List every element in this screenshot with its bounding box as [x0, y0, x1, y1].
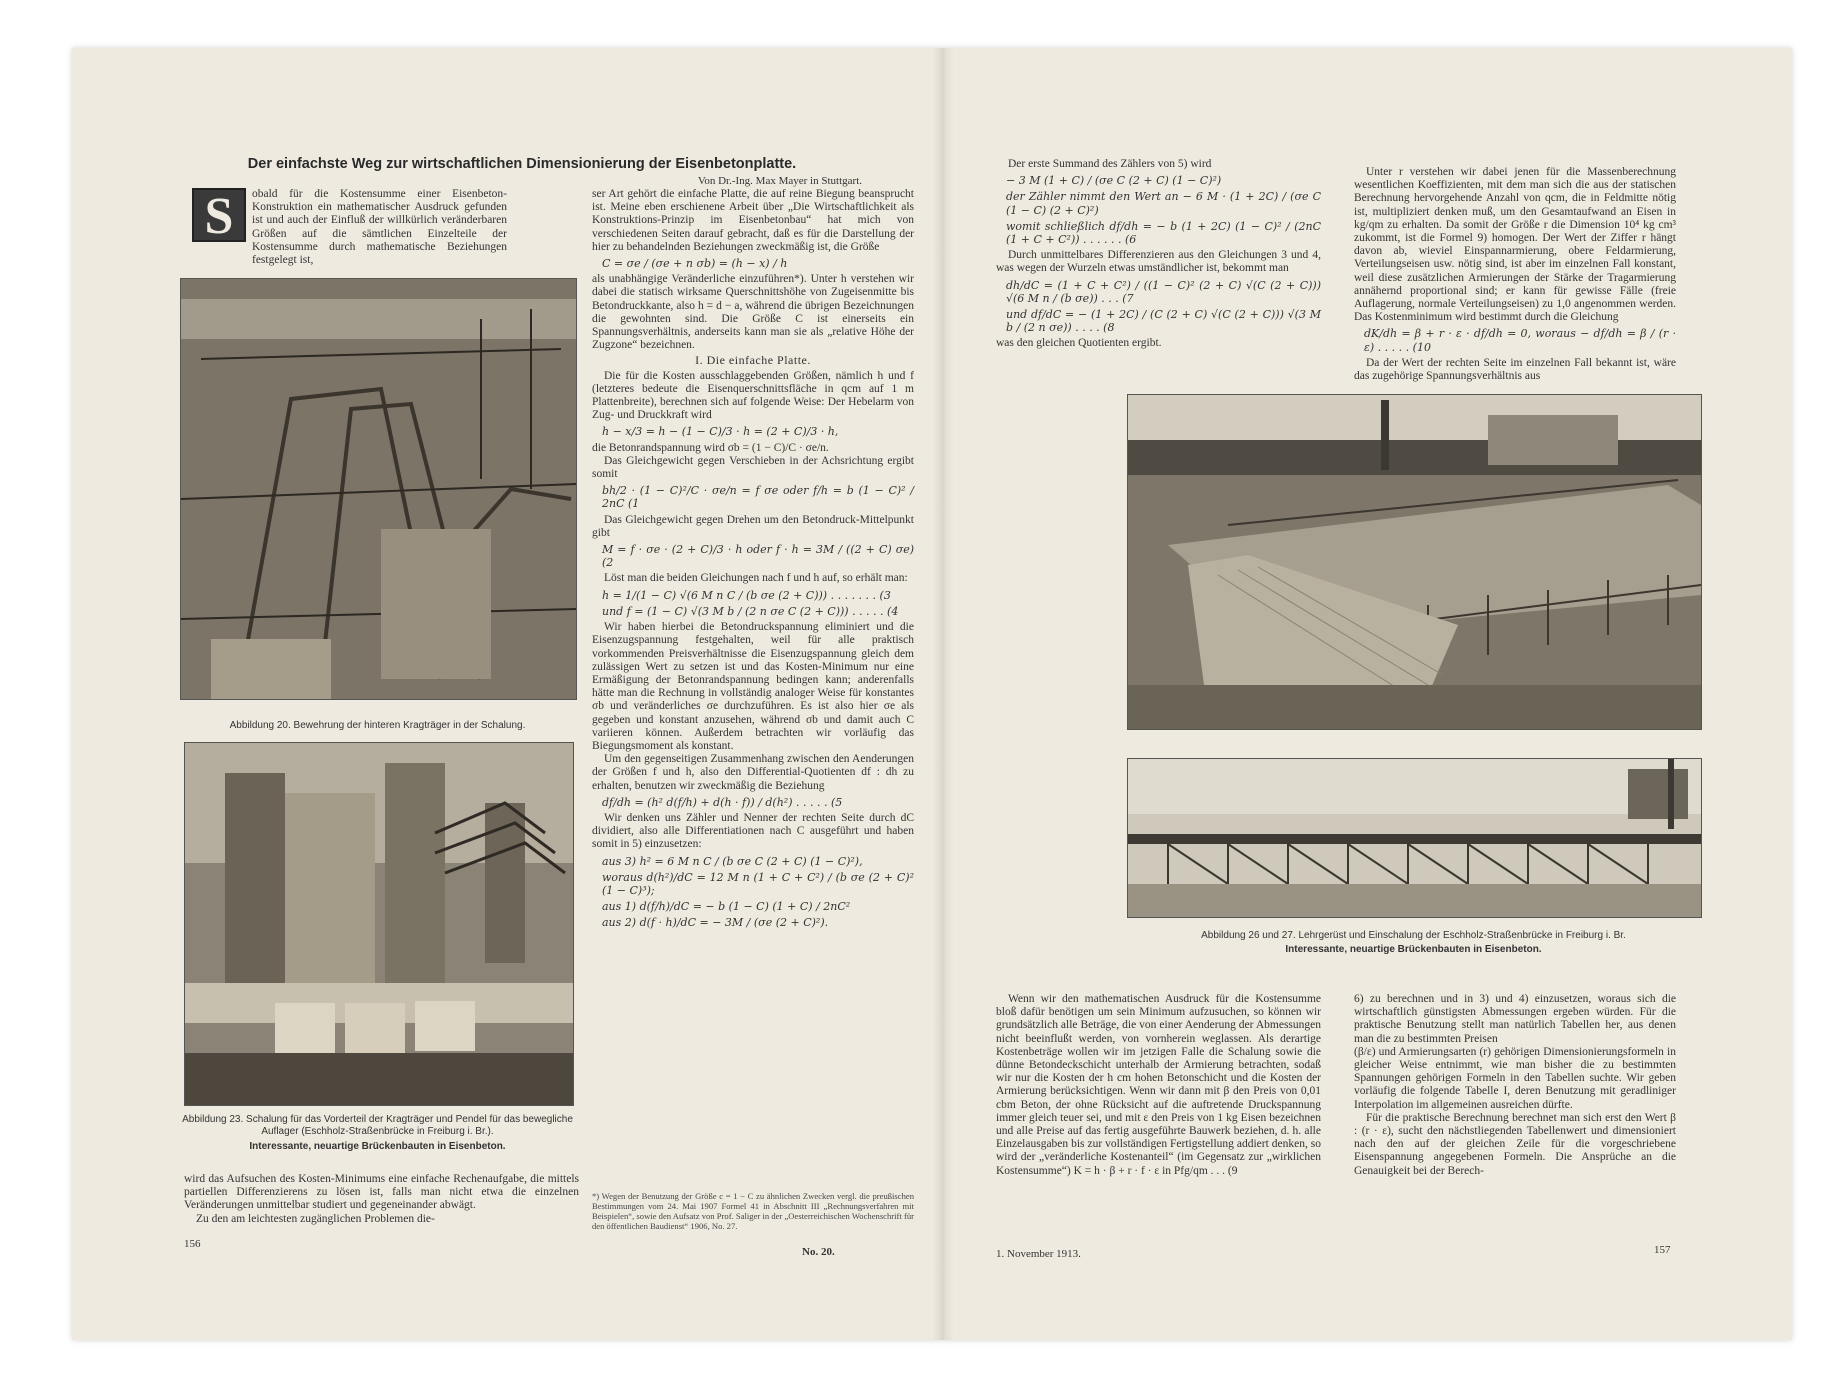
photo-fig20-image: [181, 279, 576, 699]
left-col2: [592, 188, 914, 933]
equation-aus-3: aus 3) h² = 6 M n C / (b σe C (2 + C) (1 − C)²),: [602, 854, 863, 868]
left-col1-intro: [252, 188, 507, 267]
col2-paragraph: die Betonrandspannung wird σb = (1 − C)/C · σe/n.: [592, 441, 829, 454]
equation-numerator: der Zähler nimmt den Wert an − 6 M · (1 + 2C) / (σe C (1 − C) (2 + C)²): [1006, 190, 1321, 217]
photo-fig23-image: [185, 743, 573, 1105]
col2-paragraph: Wir haben hierbei die Betondruckspannung eliminiert und die Eisenzugspannung festgehalten, weil für alle praktisch vorkommenden Preisverhältnisse die Eisenzugspannung gleich dem zulässigen Wert zu setzen ist und das Kosten-Minimum nur eine Ermäßigung der Betonrandspannung bedingen kann; anderenfalls hätte man die Rechnung in vollständig analoger Weise für konstantes σb und veränderliches σe durchzuführen. Es ist also hier σe als gegeben und konstant anzusehen, während σb und damit auch C variieren können. Außerdem betrachten wir vorläufig das Biegungsmoment als konstant.: [592, 621, 914, 752]
col2-paragraph: Wir denken uns Zähler und Nenner der rechten Seite durch dC dividiert, also alle Differentiationen nach C ausgeführt und haben somit in 5) einzusetzen:: [592, 811, 914, 851]
right-col2: [1354, 166, 1676, 383]
right-col4-paragraph: 6) zu berechnen und in 3) und 4) einzusetzen, woraus sich die wirtschaftlich günstigsten Abmessungen ergeben würden. Für die praktische Benutzung stellt man natürlich Tabellen her, aus denen man die zu bestimmten Preisen: [1354, 993, 1676, 1045]
caption-fig20: Abbildung 20. Bewehrung der hinteren Kragträger in der Schalung.: [229, 720, 526, 731]
photo-fig20: [180, 278, 577, 700]
right-col3-paragraph: Wenn wir den mathematischen Ausdruck für die Kostensumme bloß dafür benötigen um sein Minimum aufzusuchen, so können wir grundsätzlich alle Beträge, die von einer Aenderung der Abmessungen nicht beeinflußt werden, von vornherein weglassen. Als derartige Kostenbeträge wollen wir im jetzigen Falle die Schalung sowie die dünne Betondeckschicht unterhalb der Armierung betrachten, sodaß wir nur die Kosten der h cm hohen Betonschicht und die Kosten der Armierung berücksichtigen. Wenn wir dann mit β den Preis von 0,01 cbm Beton, der ohne Rücksicht auf die auftretende Druckspannung immer gleich teuer sei, und mit ε den Preis von 1 kg Eisen bezeichnen und alle Preise auf das fertig ausgeführte Bauwerk beziehen, d. h. alle Einzelausgaben bis zur vollständigen Fertigstellung addiert denken, so wird der „veränderliche Kostenanteil“ (im Gegensatz zur „wirklichen Kostensumme“) K = h · β + r · f · ε in Pfg/qm . . . (9: [996, 993, 1321, 1177]
left-col1-bottom: [184, 1173, 579, 1226]
caption-fig26-27-text: Abbildung 26 und 27. Lehrgerüst und Einschalung der Eschholz-Straßenbrücke in Freiburg i. Br.: [1201, 930, 1626, 941]
right-col1-paragraph: Durch unmittelbares Differenzieren aus den Gleichungen 3 und 4, was wegen der Wurzeln etwas umständlicher ist, bekommt man: [996, 249, 1321, 275]
equation-5: df/dh = (h² d(f/h) + d(h · f)) / d(h²) . . . . . (5: [602, 795, 843, 809]
article-title: Der einfachste Weg zur wirtschaftlichen Dimensionierung der Eisenbetonplatte.: [247, 156, 797, 172]
page-number-right: 157: [1654, 1244, 1671, 1256]
col2-paragraph: Die für die Kosten ausschlaggebenden Größen, nämlich h und f (letzteres bedeute die Eisenquerschnittsfläche in qcm auf 1 m Plattenbreite), berechnen sich auf folgende Weise: Der Hebelarm von Zug- und Druckkraft wird: [592, 369, 914, 422]
equation-3: h = 1/(1 − C) √(6 M n C / (b σe (2 + C))) . . . . . . . (3: [602, 588, 891, 602]
right-col4: [1354, 993, 1676, 1178]
right-col1-paragraph: was den gleichen Quotienten ergibt.: [996, 337, 1162, 350]
equation-2: M = f · σe · (2 + C)/3 · h oder f · h = 3M / ((2 + C) σe) (2: [602, 543, 914, 570]
right-col2-paragraph: Da der Wert der rechten Seite im einzelnen Fall bekannt ist, wäre das zugehörige Spannungsverhältnis aus: [1354, 356, 1676, 383]
right-col1: [996, 158, 1321, 351]
footnote: *) Wegen der Benutzung der Größe c = 1 − C zu ähnlichen Zwecken vergl. die preußischen Bestimmungen vom 24. Mai 1907 Formel 41 in Abschnitt III „Rechnungsverfahren mit Beispielen“, sowie den Aufsatz von Prof. Saliger in der „Oesterreichischen Wochenschrift für den öffentlichen Baudienst“ 1906, No. 27.: [592, 1191, 914, 1231]
equation-1: bh/2 · (1 − C)²/C · σe/n = f σe oder f/h = b (1 − C)² / 2nC (1: [602, 484, 914, 511]
col2-paragraph: Das Gleichgewicht gegen Verschieben in der Achsrichtung ergibt somit: [592, 454, 914, 481]
right-col1-paragraph: Der erste Summand des Zählers von 5) wird: [1008, 158, 1212, 170]
col2-paragraph: Das Gleichgewicht gegen Drehen um den Betondruck-Mittelpunkt gibt: [592, 513, 914, 539]
col2-paragraph: Löst man die beiden Gleichungen nach f und h auf, so erhält man:: [604, 572, 908, 585]
equation-first-summand: − 3 M (1 + C) / (σe C (2 + C) (1 − C)²): [1006, 174, 1222, 188]
section-heading: I. Die einfache Platte.: [695, 353, 811, 368]
issue-number: No. 20.: [802, 1246, 835, 1258]
right-col4-paragraph: Für die praktische Berechnung berechnet man sich erst den Wert β : (r · ε), sucht den nächstliegenden Tabellenwert und dimensioniert nach den auf der gleichen Zeile für die vorgeschriebene Eisenspannung angegebenen Formeln. Die Ansprüche an die Genauigkeit bei der Berech-: [1354, 1111, 1676, 1177]
equation-6: womit schließlich df/dh = − b (1 + 2C) (1 − C)² / (2nC (1 + C + C²)) . . . . . . (6: [1006, 219, 1321, 247]
photo-fig27: [1127, 758, 1702, 918]
intro-paragraph: obald für die Kostensumme einer Eisenbeton-Konstruktion ein mathematischer Ausdruck gefunden ist und auch der Einfluß der willkürlich veränderbaren Größen auf die sämtlichen Einzelteile der Kostensumme durch mathematische Beziehungen festgelegt ist,: [252, 188, 507, 267]
equation-c: C = σe / (σe + n σb) = (h − x) / h: [602, 257, 788, 271]
equation-8: und df/dC = − (1 + 2C) / (C (2 + C) √(C (2 + C))) √(3 M b / (2 n σe)) . . . . (8: [1006, 308, 1321, 335]
byline: Von Dr.-Ing. Max Mayer in Stuttgart.: [697, 175, 862, 187]
equation-aus-1: aus 1) d(f/h)/dC = − b (1 − C) (1 + C) / 2nC²: [602, 900, 851, 914]
col2-paragraph: Um den gegenseitigen Zusammenhang zwischen den Aenderungen der Größen f und h, also den Differential-Quotienten df : dh zu erhalten, benutzen wir zweckmäßig die Beziehung: [592, 753, 914, 792]
right-col3: [996, 993, 1321, 1178]
dropcap-letter: S: [192, 188, 246, 242]
equation-aus-2: aus 2) d(f · h)/dC = − 3M / (σe (2 + C)²).: [602, 916, 829, 930]
caption-fig23-text: Abbildung 23. Schalung für das Vorderteil der Kragträger und Pendel für das bewegliche Auflager (Eschholz-Straßenbrücke in Freiburg i. Br.).: [182, 1114, 573, 1137]
caption-fig23: [180, 1114, 575, 1153]
caption-fig26-27-series: Interessante, neuartige Brückenbauten in Eisenbeton.: [1285, 944, 1542, 955]
issue-date: 1. November 1913.: [996, 1248, 1081, 1260]
equation-woraus: woraus d(h²)/dC = 12 M n (1 + C + C²) / (b σe (2 + C)² (1 − C)³);: [602, 870, 914, 897]
photo-fig27-image: [1128, 759, 1701, 917]
col2-paragraph: ser Art gehört die einfache Platte, die auf reine Biegung beansprucht ist. Meine eben erschienene Arbeit über „Die Wirtschaftlichkeit als Konstruktions-Prinzip im Eisenbetonbau“ hat mich von verschiedenen Seiten darauf gebracht, daß es für die Darstellung der hier zu behandelnden Beziehungen zweckmäßig ist, die Größe: [592, 188, 914, 253]
right-col4-paragraph: (β/ε) und Armierungsarten (r) gehörigen Dimensionierungsformeln in gleicher Weise entnimmt, wie man bisher die zu bestimmten Spannungen gehörigen Formeln in den Tabellen suchte. Wir geben vorläufig die folgende Tabelle I, deren Benutzung mit geradliniger Interpolation im allgemeinen ausreichen dürfte.: [1354, 1045, 1676, 1111]
magazine-spread: [72, 48, 1792, 1340]
right-col2-paragraph: Unter r verstehen wir dabei jenen für die Massenberechnung wesentlichen Koeffizienten, mit dem man sich die aus der statischen Berechnung hervorgehende Anzahl von qcm, die in Feldmitte nötig ist, multipliziert denken muß, um den Gesamtaufwand an Eisen in kg/qm zu erhalten. Da somit der Größe r die Dimension 10⁴ kg cm³ zukommt, ist die Formel 9) homogen. Der Wert der Ziffer r hängt davon ab, wieviel Einspannarmierung, obere Feldarmierung, Verteilungseisen usw. nötig sind, ist aber im einzelnen Fall konstant, weil diese zusätzlichen Armierungen der Stärke der Tragarmierung annähernd proportional sind; er kann für gewisse Fälle (freie Auflagerung, normale Verteilungseisen) zu 1,0 angenommen werden. Das Kostenminimum wird bestimmt durch die Gleichung: [1354, 166, 1676, 324]
col2-paragraph: als unabhängige Veränderliche einzuführen*). Unter h verstehen wir dabei die statisch wirksame Querschnittshöhe von Zugeisenmitte bis Betondruckkante, also h = d − a, während die übrigen Bezeichnungen die gewohnten sind. Die Größe C ist einerseits ein Spannungsverhältnis, anderseits kann man sie als „relative Höhe der Zugzone“ bezeichnen.: [592, 273, 914, 352]
col1-bottom-paragraph: wird das Aufsuchen des Kosten-Minimums eine einfache Rechenaufgabe, die mittels partiellen Differenzierens zu lösen ist, falls man nicht etwa die einzelnen Veränderungen unmittelbar studiert und gegeneinander abwägt.: [184, 1173, 579, 1212]
photo-fig23: [184, 742, 574, 1106]
caption-fig23-series: Interessante, neuartige Brückenbauten in Eisenbeton.: [249, 1141, 506, 1152]
photo-fig26: [1127, 394, 1702, 730]
equation-7: dh/dC = (1 + C + C²) / ((1 − C)² (2 + C) √(C (2 + C))) √(6 M n / (b σe)) . . . (7: [1006, 278, 1321, 305]
equation-4: und f = (1 − C) √(3 M b / (2 n σe C (2 + C))) . . . . . (4: [602, 604, 899, 618]
caption-fig26-27: [1127, 930, 1700, 956]
equation-lever-arm: h − x/3 = h − (1 − C)/3 · h = (2 + C)/3 · h,: [602, 425, 839, 439]
right-page: [954, 48, 1792, 1340]
center-fold: [932, 48, 954, 1340]
page-number-left: 156: [184, 1238, 201, 1250]
col1-bottom-paragraph-2: Zu den am leichtesten zugänglichen Problemen die-: [196, 1212, 435, 1225]
photo-fig26-image: [1128, 395, 1701, 729]
left-page: [72, 48, 932, 1340]
equation-10: dK/dh = β + r · ε · df/dh = 0, woraus − df/dh = β / (r · ε) . . . . . (10: [1364, 327, 1676, 354]
